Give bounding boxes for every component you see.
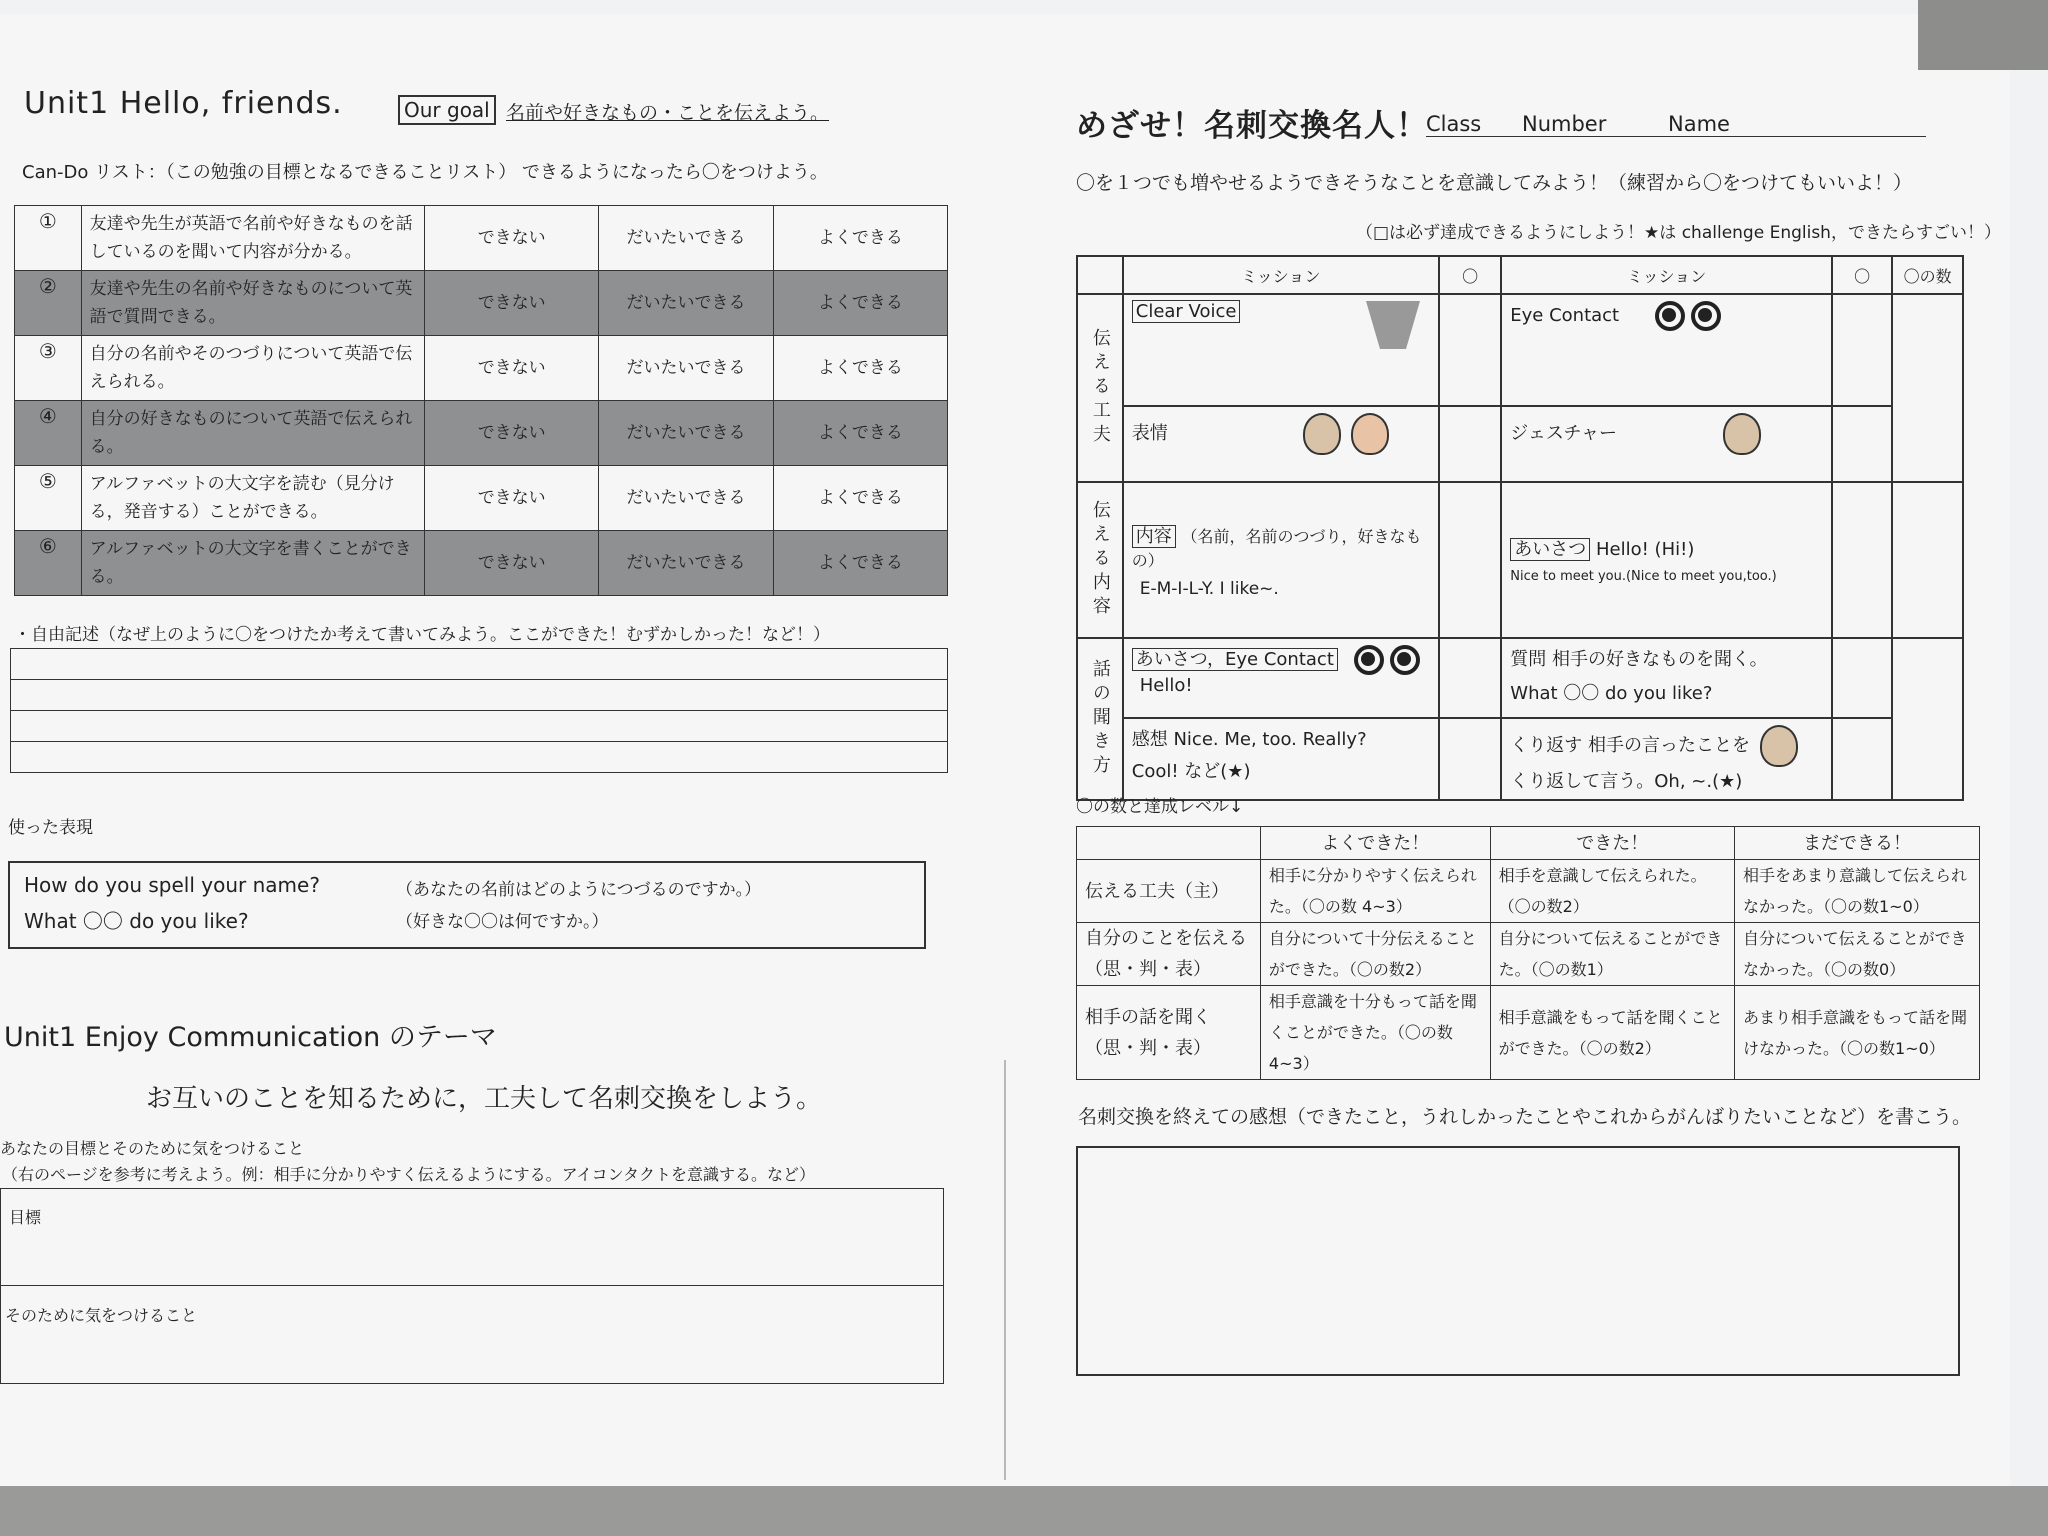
eye-icon <box>1354 645 1384 675</box>
cando-row <box>15 336 948 401</box>
group-label: 伝える内容 <box>1077 482 1123 638</box>
level-col: まだできる！ <box>1734 827 1979 860</box>
level-row <box>1077 923 1980 986</box>
level-option-mostly[interactable]: だいたいできる <box>599 466 773 531</box>
mission-repeat-sub: くり返して言う。Oh, ~.(★) <box>1510 771 1743 792</box>
name-label: Name <box>1668 112 1730 136</box>
cando-description: 自分の名前やそのつづりについて英語で伝えられる。 <box>81 336 424 401</box>
count-cell[interactable] <box>1892 294 1963 482</box>
desk-surface <box>0 1486 2048 1536</box>
circle-cell[interactable] <box>1832 718 1892 800</box>
mission-greet-label: あいさつ <box>1510 538 1590 561</box>
eye-icon <box>1655 301 1685 331</box>
mission-content-example: E-M-I-L-Y. I like~. <box>1139 578 1279 599</box>
cando-row <box>15 401 948 466</box>
level-option-cannot[interactable]: できない <box>425 531 599 596</box>
mission-content-label: 内容 <box>1132 525 1176 548</box>
free-writing-heading: ・自由記述（なぜ上のように〇をつけたか考えて書いてみよう。ここができた！むずかしかった！など！） <box>14 625 830 645</box>
right-title: めざせ！名刺交換名人！ <box>1076 108 1428 144</box>
level-option-well[interactable]: よくできる <box>773 271 947 336</box>
level-row <box>1077 860 1980 923</box>
face-icon <box>1760 725 1798 767</box>
group-label: 伝える工夫 <box>1077 294 1123 482</box>
mission-question-example: What 〇〇 do you like? <box>1510 683 1713 704</box>
phrase-en: What 〇〇 do you like? <box>24 909 249 933</box>
cando-table <box>14 205 948 596</box>
level-row <box>1077 986 1980 1080</box>
reflection-heading: 名刺交換を終えての感想（できたこと，うれしかったことやこれからがんばりたいことなど）を書こう。 <box>1078 1106 1972 1128</box>
level-option-well[interactable]: よくできる <box>773 401 947 466</box>
level-row-label: 伝える工夫（主） <box>1077 860 1261 923</box>
class-label: Class <box>1426 112 1482 136</box>
count-cell[interactable] <box>1892 638 1963 800</box>
unit-title: Unit1 Hello, friends. <box>24 86 343 121</box>
face-icon <box>1351 413 1389 455</box>
level-col: よくできた！ <box>1260 827 1490 860</box>
cando-number: ② <box>15 271 82 336</box>
col-mission: ミッション <box>1123 256 1439 294</box>
phrase-ja: （好きな〇〇は何ですか。） <box>396 912 609 932</box>
col-circle: 〇 <box>1832 256 1892 294</box>
level-cell: 自分について十分伝えることができた。（〇の数2） <box>1260 923 1490 986</box>
level-option-mostly[interactable]: だいたいできる <box>599 336 773 401</box>
cando-row <box>15 206 948 271</box>
face-icon <box>1723 413 1761 455</box>
circle-cell[interactable] <box>1439 482 1501 638</box>
level-cell: 相手をあまり意識して伝えられなかった。（〇の数1~0） <box>1734 860 1979 923</box>
right-instruction: 〇を１つでも増やせるようできそうなことを意識してみよう！（練習から〇をつけてもいいよ！） <box>1076 172 1913 194</box>
reflection-box[interactable] <box>1076 1146 1960 1376</box>
circle-cell[interactable] <box>1439 638 1501 718</box>
mission-expression: 表情 <box>1131 423 1168 444</box>
circle-cell[interactable] <box>1832 482 1892 638</box>
cando-description: 友達や先生の名前や好きなものについて英語で質問できる。 <box>81 271 424 336</box>
cando-number: ⑥ <box>15 531 82 596</box>
care-box-label: そのために気をつけること <box>5 1306 198 1325</box>
mission-listen-greet-text: Hello! <box>1139 675 1193 696</box>
mission-content-text: （名前，名前のつづり，好きなもの） <box>1131 526 1422 570</box>
cando-row <box>15 271 948 336</box>
level-cell: 自分について伝えることができなかった。（〇の数0） <box>1734 923 1979 986</box>
cando-description: アルファベットの大文字を読む（見分ける，発音する）ことができる。 <box>81 466 424 531</box>
level-option-mostly[interactable]: だいたいできる <box>599 271 773 336</box>
level-cell: 相手意識を十分もって話を聞くことができた。（〇の数4~3） <box>1260 986 1490 1080</box>
cando-description: アルファベットの大文字を書くことができる。 <box>81 531 424 596</box>
goal-note-example: （右のページを参考に考えよう。例：相手に分かりやすく伝えるようにする。アイコンタクトを意識する。など） <box>2 1165 815 1184</box>
circle-cell[interactable] <box>1439 294 1501 406</box>
mission-listen-greet-label: あいさつ，Eye Contact <box>1132 648 1338 671</box>
mission-question-text: 質問 相手の好きなものを聞く。 <box>1510 649 1768 670</box>
right-note: （□は必ず達成できるようにしよう！★は challenge English，できたらすごい！） <box>1356 223 2001 243</box>
level-col: できた！ <box>1490 827 1734 860</box>
col-count: 〇の数 <box>1892 256 1963 294</box>
goal-note: あなたの目標とそのために気をつけること <box>0 1139 305 1158</box>
cando-row <box>15 466 948 531</box>
cando-number: ① <box>15 206 82 271</box>
theme-heading: Unit1 Enjoy Communication のテーマ <box>4 1022 497 1053</box>
level-cell: 相手を意識して伝えられた。（〇の数2） <box>1490 860 1734 923</box>
level-option-well[interactable]: よくできる <box>773 336 947 401</box>
level-cell: 自分について伝えることができた。（〇の数1） <box>1490 923 1734 986</box>
cando-heading: Can-Do リスト：（この勉強の目標となるできることリスト） できるようになったら〇をつけよう。 <box>22 162 828 183</box>
level-cell: 相手に分かりやすく伝えられた。（〇の数 4~3） <box>1260 860 1490 923</box>
cando-number: ④ <box>15 401 82 466</box>
level-option-cannot[interactable]: できない <box>425 206 599 271</box>
face-icon <box>1303 413 1341 455</box>
level-option-cannot[interactable]: できない <box>425 271 599 336</box>
circle-cell[interactable] <box>1439 718 1501 800</box>
phrase-ja: （あなたの名前はどのようにつづるのですか。） <box>396 880 762 900</box>
free-writing-lines[interactable] <box>10 648 948 773</box>
circle-cell[interactable] <box>1832 406 1892 482</box>
level-option-cannot[interactable]: できない <box>425 401 599 466</box>
mission-greet-text: Hello! (Hi!) <box>1596 539 1695 560</box>
mission-clear-voice: Clear Voice <box>1132 300 1241 323</box>
col-mission: ミッション <box>1501 256 1832 294</box>
mission-eye-contact: Eye Contact <box>1510 305 1620 326</box>
eye-icon <box>1390 645 1420 675</box>
cando-description: 友達や先生が英語で名前や好きなものを話しているのを聞いて内容が分かる。 <box>81 206 424 271</box>
level-option-mostly[interactable]: だいたいできる <box>599 401 773 466</box>
cando-number: ⑤ <box>15 466 82 531</box>
mission-repeat: くり返す 相手の言ったことを <box>1510 735 1750 756</box>
circle-cell[interactable] <box>1439 406 1501 482</box>
level-option-well[interactable]: よくできる <box>773 206 947 271</box>
mission-reaction: 感想 Nice. Me, too. Really? <box>1131 729 1367 750</box>
number-label: Number <box>1522 112 1607 136</box>
goal-label: Our goal <box>398 95 496 125</box>
cando-description: 自分の好きなものについて英語で伝えられる。 <box>81 401 424 466</box>
col-circle: 〇 <box>1439 256 1501 294</box>
phrase-en: How do you spell your name? <box>24 873 320 897</box>
level-option-well[interactable]: よくできる <box>773 531 947 596</box>
group-label: 話の聞き方 <box>1077 638 1123 800</box>
goal-text: 名前や好きなもの・ことを伝えよう。 <box>506 102 830 124</box>
cando-row <box>15 531 948 596</box>
circle-cell[interactable] <box>1832 638 1892 718</box>
level-cell: あまり相手意識をもって話を聞けなかった。（〇の数1~0） <box>1734 986 1979 1080</box>
cando-number: ③ <box>15 336 82 401</box>
mission-gesture: ジェスチャー <box>1510 423 1618 444</box>
level-row-label: 自分のことを伝える（思・判・表） <box>1077 923 1261 986</box>
level-heading: 〇の数と達成レベル↓ <box>1076 797 1244 817</box>
goal-box-label: 目標 <box>9 1208 42 1227</box>
name-line[interactable] <box>1426 112 1926 137</box>
level-option-mostly[interactable]: だいたいできる <box>599 206 773 271</box>
level-option-cannot[interactable]: できない <box>425 336 599 401</box>
eye-icon <box>1691 301 1721 331</box>
mission-greet-sub: Nice to meet you.(Nice to meet you,too.) <box>1510 569 1777 584</box>
count-cell[interactable] <box>1892 482 1963 638</box>
level-row-label: 相手の話を聞く（思・判・表） <box>1077 986 1261 1080</box>
phrases-box <box>8 861 926 949</box>
goal-box <box>0 1188 944 1384</box>
level-option-cannot[interactable]: できない <box>425 466 599 531</box>
level-table <box>1076 826 1980 1080</box>
circle-cell[interactable] <box>1832 294 1892 406</box>
level-option-well[interactable]: よくできる <box>773 466 947 531</box>
level-option-mostly[interactable]: だいたいできる <box>599 531 773 596</box>
page-fold <box>1004 1060 1006 1480</box>
theme-text: お互いのことを知るために，工夫して名刺交換をしよう。 <box>146 1084 823 1114</box>
used-expressions-heading: 使った表現 <box>8 818 93 838</box>
mission-reaction-sub: Cool! など(★) <box>1131 761 1251 782</box>
level-cell: 相手意識をもって話を聞くことができた。（〇の数2） <box>1490 986 1734 1080</box>
megaphone-icon <box>1366 301 1420 399</box>
mission-table <box>1076 255 1964 801</box>
